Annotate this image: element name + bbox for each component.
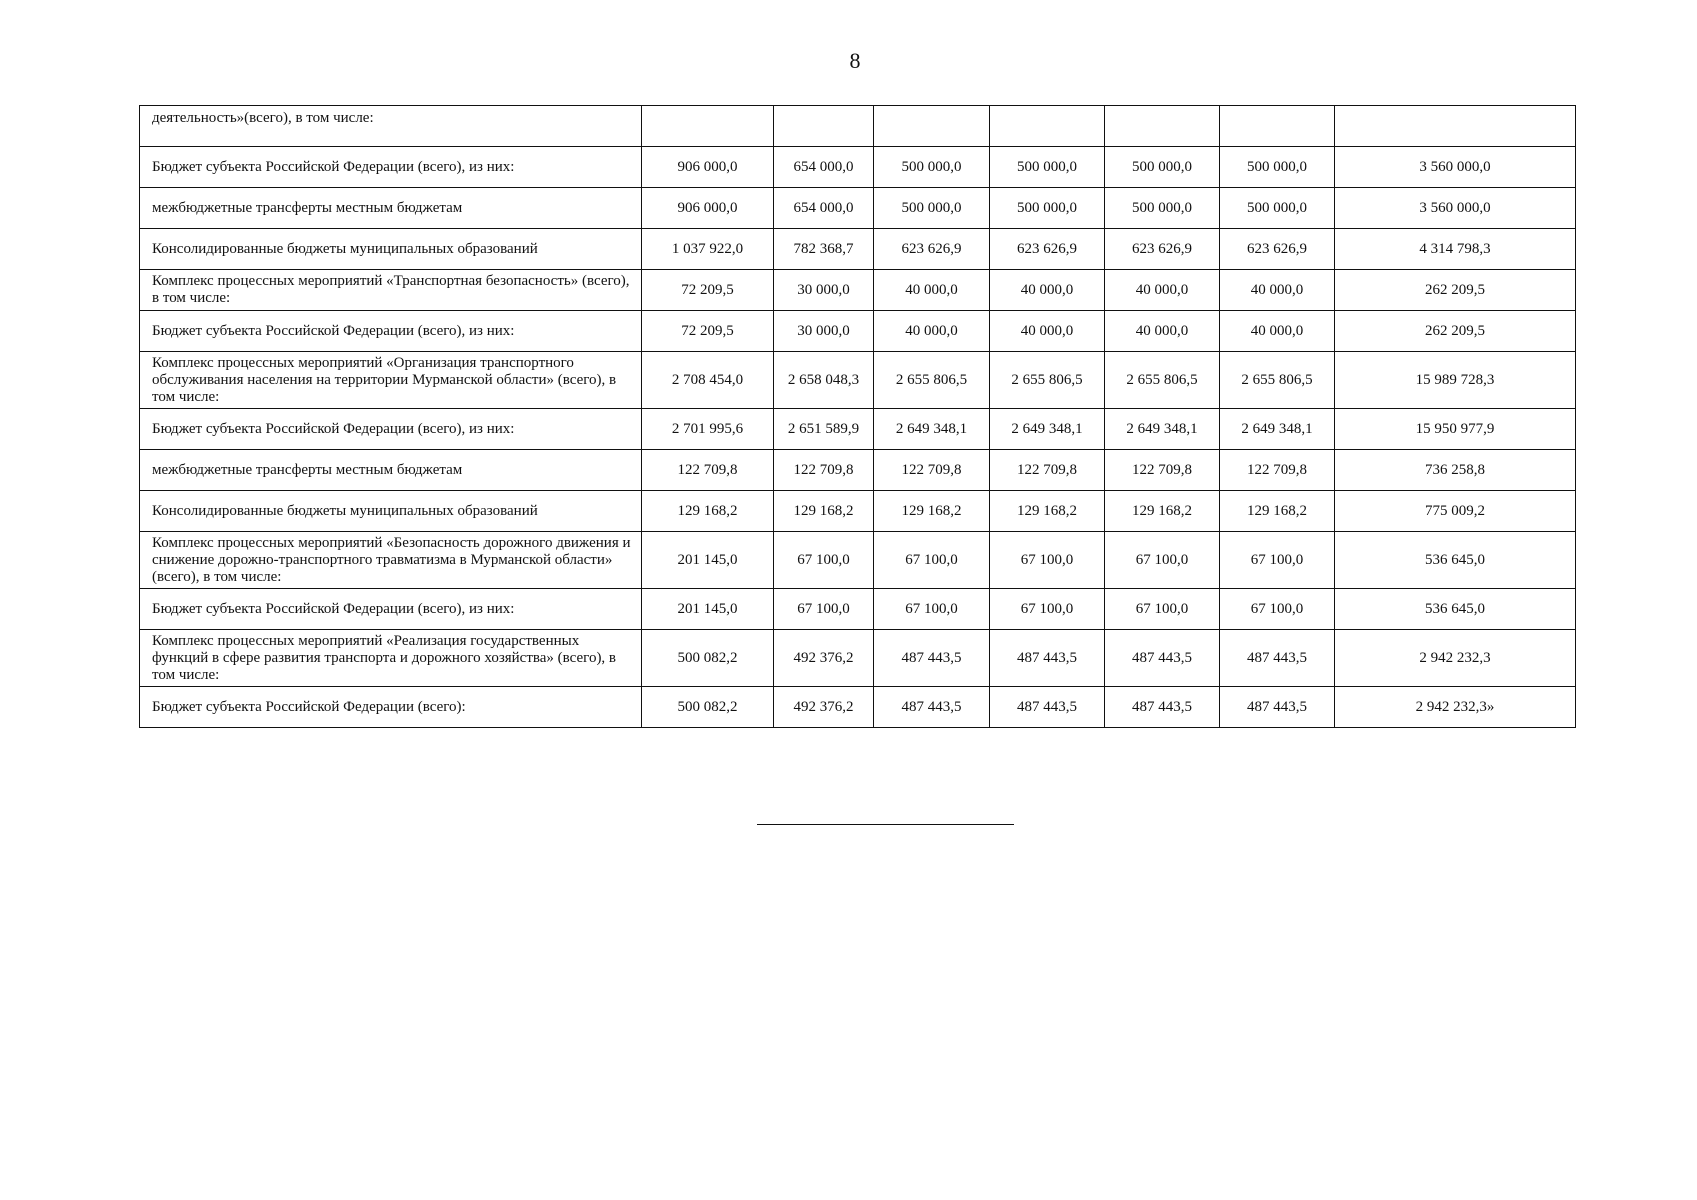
value-cell: 906 000,0 bbox=[642, 147, 774, 188]
value-cell: 2 649 348,1 bbox=[1220, 409, 1335, 450]
value-cell: 906 000,0 bbox=[642, 188, 774, 229]
budget-table bbox=[139, 105, 1576, 728]
total-cell: 262 209,5 bbox=[1335, 270, 1576, 311]
table-row bbox=[140, 491, 1576, 532]
value-cell: 67 100,0 bbox=[1105, 589, 1220, 630]
row-label: Комплекс процессных мероприятий «Транспортная безопасность» (всего), в том числе: bbox=[140, 270, 642, 311]
row-label: Комплекс процессных мероприятий «Организация транспортного обслуживания населения на территории Мурманской области» (всего), в том числе: bbox=[140, 352, 642, 409]
value-cell: 40 000,0 bbox=[1105, 270, 1220, 311]
value-cell: 654 000,0 bbox=[774, 147, 874, 188]
value-cell: 623 626,9 bbox=[990, 229, 1105, 270]
value-cell: 500 000,0 bbox=[990, 147, 1105, 188]
value-cell: 129 168,2 bbox=[874, 491, 990, 532]
value-cell: 40 000,0 bbox=[1220, 311, 1335, 352]
table-row bbox=[140, 352, 1576, 409]
value-cell: 129 168,2 bbox=[774, 491, 874, 532]
value-cell: 67 100,0 bbox=[774, 589, 874, 630]
value-cell: 40 000,0 bbox=[990, 311, 1105, 352]
value-cell: 122 709,8 bbox=[642, 450, 774, 491]
value-cell: 2 655 806,5 bbox=[874, 352, 990, 409]
row-label: Бюджет субъекта Российской Федерации (всего), из них: bbox=[140, 409, 642, 450]
value-cell: 40 000,0 bbox=[990, 270, 1105, 311]
value-cell: 67 100,0 bbox=[874, 532, 990, 589]
value-cell: 67 100,0 bbox=[1220, 589, 1335, 630]
page-number: 8 bbox=[849, 48, 861, 73]
value-cell: 2 655 806,5 bbox=[1105, 352, 1220, 409]
table-row bbox=[140, 589, 1576, 630]
table-row bbox=[140, 270, 1576, 311]
total-cell: 536 645,0 bbox=[1335, 532, 1576, 589]
value-cell: 487 443,5 bbox=[874, 687, 990, 728]
row-label: Бюджет субъекта Российской Федерации (всего), из них: bbox=[140, 589, 642, 630]
value-cell: 72 209,5 bbox=[642, 270, 774, 311]
total-cell: 775 009,2 bbox=[1335, 491, 1576, 532]
total-cell: 2 942 232,3 bbox=[1335, 630, 1576, 687]
value-cell: 487 443,5 bbox=[1220, 687, 1335, 728]
value-cell bbox=[1105, 106, 1220, 147]
value-cell: 67 100,0 bbox=[774, 532, 874, 589]
value-cell: 2 708 454,0 bbox=[642, 352, 774, 409]
value-cell: 122 709,8 bbox=[874, 450, 990, 491]
value-cell: 492 376,2 bbox=[774, 687, 874, 728]
value-cell: 122 709,8 bbox=[1105, 450, 1220, 491]
value-cell: 2 649 348,1 bbox=[990, 409, 1105, 450]
value-cell: 40 000,0 bbox=[1105, 311, 1220, 352]
value-cell: 623 626,9 bbox=[1105, 229, 1220, 270]
value-cell: 40 000,0 bbox=[874, 311, 990, 352]
value-cell bbox=[642, 106, 774, 147]
row-label: Консолидированные бюджеты муниципальных образований bbox=[140, 491, 642, 532]
value-cell: 500 082,2 bbox=[642, 630, 774, 687]
row-label: Консолидированные бюджеты муниципальных образований bbox=[140, 229, 642, 270]
footer-rule bbox=[757, 824, 1014, 825]
value-cell: 67 100,0 bbox=[874, 589, 990, 630]
total-cell: 736 258,8 bbox=[1335, 450, 1576, 491]
table-row bbox=[140, 188, 1576, 229]
value-cell: 500 000,0 bbox=[990, 188, 1105, 229]
value-cell: 129 168,2 bbox=[642, 491, 774, 532]
total-cell: 4 314 798,3 bbox=[1335, 229, 1576, 270]
value-cell: 487 443,5 bbox=[1105, 630, 1220, 687]
value-cell: 201 145,0 bbox=[642, 532, 774, 589]
value-cell: 782 368,7 bbox=[774, 229, 874, 270]
total-cell: 536 645,0 bbox=[1335, 589, 1576, 630]
value-cell bbox=[774, 106, 874, 147]
value-cell: 492 376,2 bbox=[774, 630, 874, 687]
table-row bbox=[140, 687, 1576, 728]
value-cell bbox=[874, 106, 990, 147]
value-cell: 67 100,0 bbox=[1220, 532, 1335, 589]
value-cell: 1 037 922,0 bbox=[642, 229, 774, 270]
value-cell: 500 000,0 bbox=[1105, 188, 1220, 229]
total-cell bbox=[1335, 106, 1576, 147]
value-cell: 500 000,0 bbox=[1105, 147, 1220, 188]
value-cell: 500 000,0 bbox=[874, 188, 990, 229]
value-cell bbox=[1220, 106, 1335, 147]
table-row bbox=[140, 311, 1576, 352]
value-cell: 122 709,8 bbox=[774, 450, 874, 491]
value-cell: 487 443,5 bbox=[1105, 687, 1220, 728]
value-cell: 2 701 995,6 bbox=[642, 409, 774, 450]
table-row bbox=[140, 532, 1576, 589]
row-label: Бюджет субъекта Российской Федерации (всего), из них: bbox=[140, 311, 642, 352]
row-label: Бюджет субъекта Российской Федерации (всего), из них: bbox=[140, 147, 642, 188]
table-row bbox=[140, 450, 1576, 491]
value-cell: 122 709,8 bbox=[990, 450, 1105, 491]
value-cell: 487 443,5 bbox=[874, 630, 990, 687]
value-cell: 67 100,0 bbox=[1105, 532, 1220, 589]
value-cell: 72 209,5 bbox=[642, 311, 774, 352]
table-body bbox=[140, 106, 1576, 728]
value-cell: 129 168,2 bbox=[990, 491, 1105, 532]
value-cell: 2 651 589,9 bbox=[774, 409, 874, 450]
table-row bbox=[140, 106, 1576, 147]
value-cell: 487 443,5 bbox=[990, 630, 1105, 687]
value-cell: 2 655 806,5 bbox=[990, 352, 1105, 409]
row-label: межбюджетные трансферты местным бюджетам bbox=[140, 188, 642, 229]
table-row bbox=[140, 147, 1576, 188]
table-row bbox=[140, 409, 1576, 450]
value-cell: 129 168,2 bbox=[1220, 491, 1335, 532]
table-row bbox=[140, 229, 1576, 270]
value-cell: 40 000,0 bbox=[874, 270, 990, 311]
value-cell: 2 649 348,1 bbox=[874, 409, 990, 450]
total-cell: 15 950 977,9 bbox=[1335, 409, 1576, 450]
row-label: деятельность»(всего), в том числе: bbox=[140, 106, 642, 147]
value-cell: 500 000,0 bbox=[874, 147, 990, 188]
value-cell: 30 000,0 bbox=[774, 270, 874, 311]
value-cell: 122 709,8 bbox=[1220, 450, 1335, 491]
table-row bbox=[140, 630, 1576, 687]
value-cell: 2 649 348,1 bbox=[1105, 409, 1220, 450]
value-cell: 30 000,0 bbox=[774, 311, 874, 352]
value-cell: 623 626,9 bbox=[874, 229, 990, 270]
row-label: Бюджет субъекта Российской Федерации (всего): bbox=[140, 687, 642, 728]
value-cell: 500 000,0 bbox=[1220, 188, 1335, 229]
value-cell: 129 168,2 bbox=[1105, 491, 1220, 532]
total-cell: 262 209,5 bbox=[1335, 311, 1576, 352]
value-cell: 500 082,2 bbox=[642, 687, 774, 728]
total-cell: 3 560 000,0 bbox=[1335, 188, 1576, 229]
value-cell: 40 000,0 bbox=[1220, 270, 1335, 311]
value-cell: 201 145,0 bbox=[642, 589, 774, 630]
value-cell: 500 000,0 bbox=[1220, 147, 1335, 188]
value-cell: 487 443,5 bbox=[990, 687, 1105, 728]
total-cell: 3 560 000,0 bbox=[1335, 147, 1576, 188]
value-cell: 654 000,0 bbox=[774, 188, 874, 229]
row-label: межбюджетные трансферты местным бюджетам bbox=[140, 450, 642, 491]
row-label: Комплекс процессных мероприятий «Реализация государственных функций в сфере развития транспорта и дорожного хозяйства» (всего), в том числе: bbox=[140, 630, 642, 687]
value-cell: 2 658 048,3 bbox=[774, 352, 874, 409]
value-cell: 623 626,9 bbox=[1220, 229, 1335, 270]
value-cell: 67 100,0 bbox=[990, 589, 1105, 630]
value-cell: 67 100,0 bbox=[990, 532, 1105, 589]
value-cell bbox=[990, 106, 1105, 147]
value-cell: 487 443,5 bbox=[1220, 630, 1335, 687]
value-cell: 2 655 806,5 bbox=[1220, 352, 1335, 409]
total-cell: 2 942 232,3» bbox=[1335, 687, 1576, 728]
total-cell: 15 989 728,3 bbox=[1335, 352, 1576, 409]
row-label: Комплекс процессных мероприятий «Безопасность дорожного движения и снижение дорожно-транспортного травматизма в Мурманской области» (всего), в том числе: bbox=[140, 532, 642, 589]
